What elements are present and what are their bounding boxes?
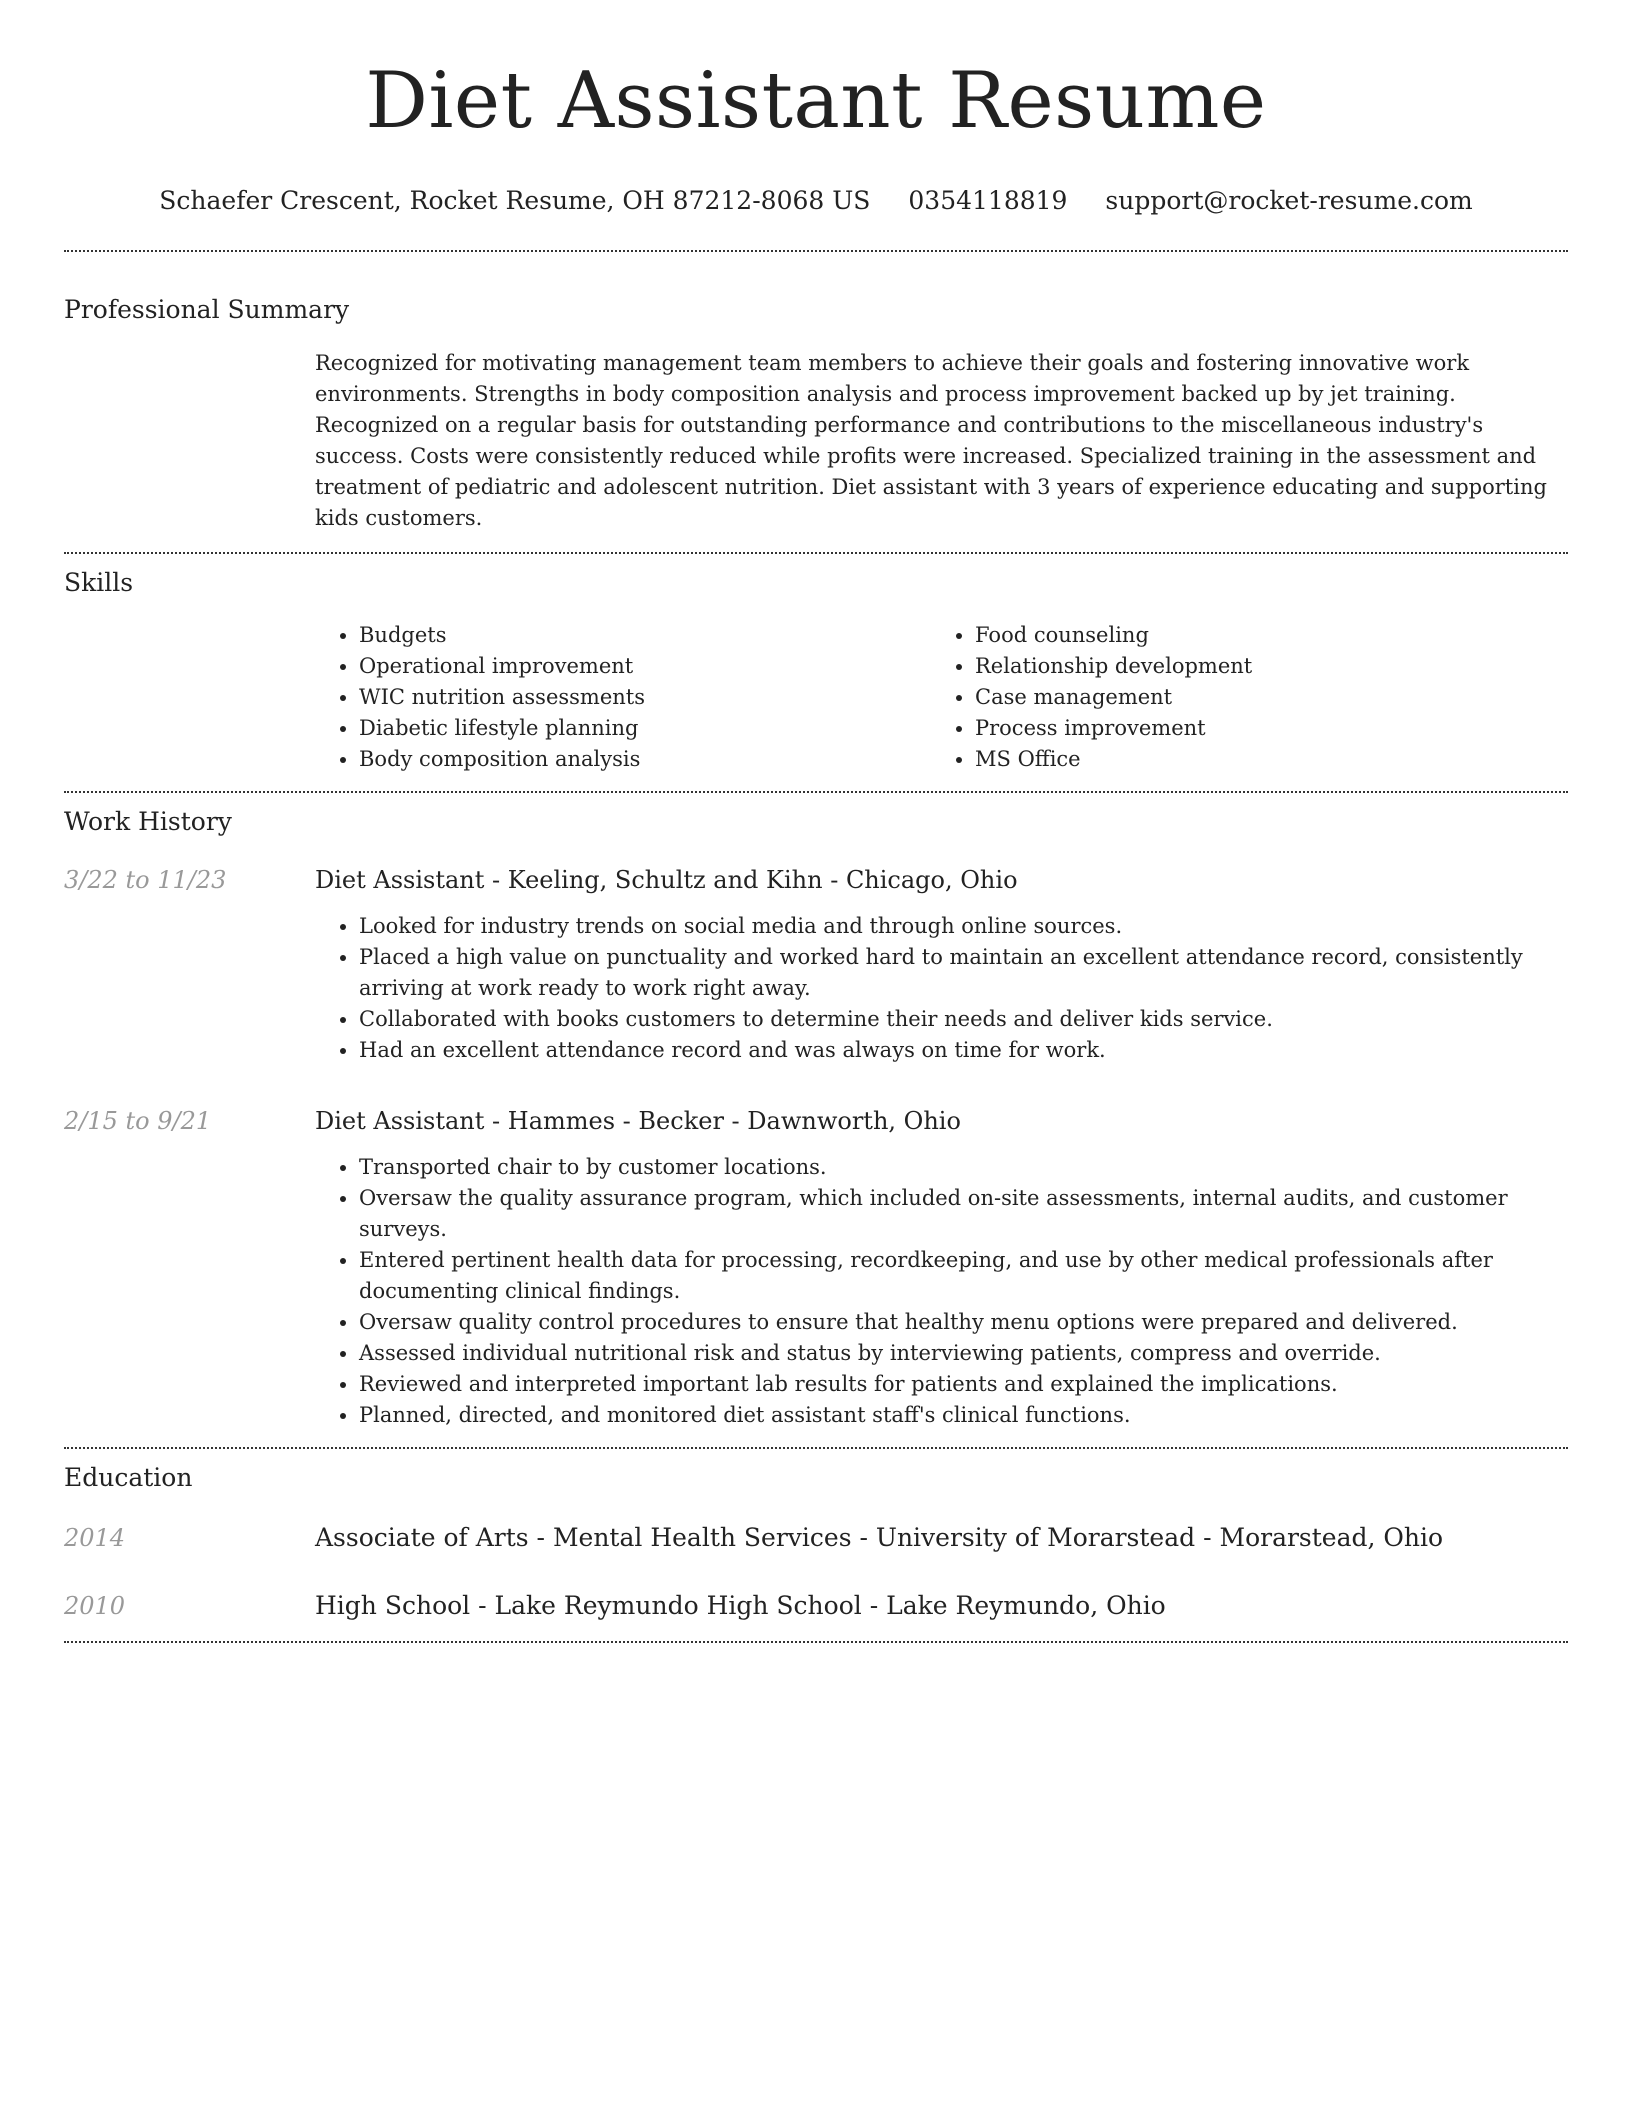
job-bullets [315, 1152, 1568, 1431]
education-main: High School - Lake Reymundo High School - Lake Reymundo, Ohio [315, 1591, 1166, 1620]
education-main: Associate of Arts - Mental Health Services - University of Morarstead - Morarstead, Ohio [315, 1523, 1444, 1552]
job-bullet: • Assessed individual nutritional risk and status by interviewing patients, compress and override. [359, 1338, 1568, 1369]
summary-text: Recognized for motivating management team members to achieve their goals and fostering innovative work environments. Strengths in body composition analysis and process improvement backed up by jet training. Recognized on a regular basis for outstanding performance and contributions to the miscellaneous industry's success. Costs were consistently reduced while profits were increased. Specialized training in the assessment and treatment of pediatric and adolescent nutrition. Diet assistant with 3 years of experience educating and supporting kids customers. [315, 351, 1547, 530]
job-dates: 3/22 to 11/23 [64, 866, 227, 894]
skill-item: • Body composition analysis [359, 744, 931, 775]
skills-column-right [931, 620, 1547, 775]
job-details: Keeling, Schultz and Kihn - Chicago, Ohio [507, 866, 1018, 894]
job-bullet: • Entered pertinent health data for processing, recordkeeping, and use by other medical professionals after documenting clinical findings. [359, 1245, 1568, 1307]
education-year: 2014 [64, 1524, 126, 1552]
section-divider [64, 250, 1568, 252]
contact-email: support@rocket-resume.com [1105, 186, 1473, 215]
skill-item: • Budgets [359, 620, 931, 651]
job-bullet: • Oversaw quality control procedures to ensure that healthy menu options were prepared and delivered. [359, 1307, 1568, 1338]
section-divider [64, 1447, 1568, 1449]
education-degree: High School [315, 1591, 471, 1620]
contact-phone: 0354118819 [908, 186, 1068, 215]
job-details: Hammes - Becker - Dawnworth, Ohio [507, 1107, 961, 1135]
education-details: Lake Reymundo High School - Lake Reymundo, Ohio [494, 1591, 1166, 1620]
skill-item: • Food counseling [975, 620, 1547, 651]
job-bullet: • Placed a high value on punctuality and worked hard to maintain an excellent attendance record, consistently arriving at work ready to work right away. [359, 942, 1568, 1004]
job-bullet: • Planned, directed, and monitored diet assistant staff's clinical functions. [359, 1400, 1568, 1431]
section-divider [64, 791, 1568, 793]
education-entry [64, 1591, 1568, 1621]
job-bullets [315, 911, 1568, 1066]
job-heading: Diet Assistant - Hammes - Becker - Dawnworth, Ohio [315, 1107, 961, 1135]
skills-column-left [315, 620, 931, 775]
education-details: Mental Health Services - University of Morarstead - Morarstead, Ohio [552, 1523, 1444, 1552]
resume-page [64, 0, 1568, 1643]
job-bullet: • Reviewed and interpreted important lab results for patients and explained the implications. [359, 1369, 1568, 1400]
skill-item: • MS Office [975, 744, 1547, 775]
page-title: Diet Assistant Resume [365, 56, 1267, 146]
skill-item: • Operational improvement [359, 651, 931, 682]
contact-address: Schaefer Crescent, Rocket Resume, OH 87212-8068 US [159, 186, 871, 215]
section-divider [64, 552, 1568, 554]
work-history-heading: Work History [64, 807, 232, 836]
job-entry [64, 1106, 1568, 1431]
education-heading: Education [64, 1463, 193, 1492]
job-heading: Diet Assistant - Keeling, Schultz and Kihn - Chicago, Ohio [315, 866, 1018, 894]
job-bullet: • Collaborated with books customers to determine their needs and deliver kids service. [359, 1004, 1568, 1035]
job-dates: 2/15 to 9/21 [64, 1107, 212, 1135]
job-title: Diet Assistant [315, 866, 485, 894]
job-title: Diet Assistant [315, 1107, 485, 1135]
job-bullet: • Oversaw the quality assurance program, which included on-site assessments, internal audits, and customer surveys. [359, 1183, 1568, 1245]
summary-heading: Professional Summary [64, 295, 350, 324]
skill-item: • WIC nutrition assessments [359, 682, 931, 713]
skills-list [315, 620, 1568, 775]
skill-item: • Process improvement [975, 713, 1547, 744]
skill-item: • Diabetic lifestyle planning [359, 713, 931, 744]
education-entry [64, 1523, 1568, 1553]
job-bullet: • Had an excellent attendance record and was always on time for work. [359, 1035, 1568, 1066]
education-year: 2010 [64, 1592, 126, 1620]
section-divider [64, 1641, 1568, 1643]
skills-heading: Skills [64, 568, 134, 597]
education-degree: Associate of Arts [315, 1523, 529, 1552]
job-main [315, 865, 1568, 1066]
skill-item: • Case management [975, 682, 1547, 713]
job-entry [64, 865, 1568, 1066]
job-bullet: • Transported chair to by customer locations. [359, 1152, 1568, 1183]
job-bullet: • Looked for industry trends on social media and through online sources. [359, 911, 1568, 942]
contact-line [64, 186, 1568, 216]
job-main [315, 1106, 1568, 1431]
skill-item: • Relationship development [975, 651, 1547, 682]
